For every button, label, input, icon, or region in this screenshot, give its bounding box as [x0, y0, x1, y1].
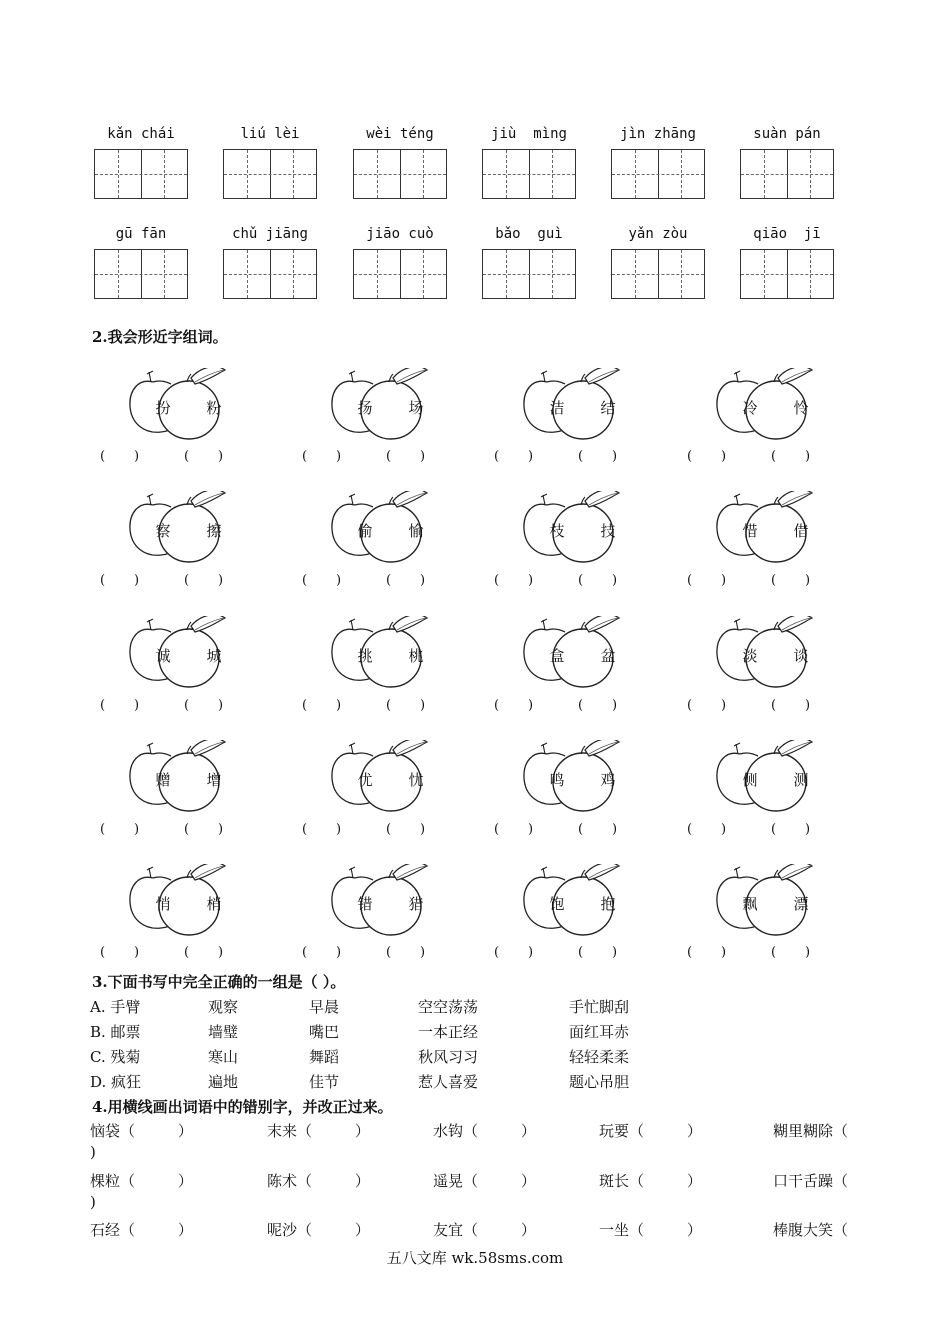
similar-char-right: 结 [600, 399, 616, 417]
similar-char-left: 悄 [155, 895, 171, 913]
option-word: 一本正经 [418, 1023, 479, 1041]
footer-watermark: 五八文库 wk.58sms.com [386, 1249, 564, 1267]
answer-blank[interactable]: ( ) [578, 573, 618, 588]
section-4-title: 4.用横线画出词语中的错别字，并改正过来。 [92, 1098, 393, 1116]
similar-char-right: 盆 [600, 647, 616, 665]
error-word-item[interactable]: 斑长（ ） [599, 1172, 702, 1190]
similar-char-right: 怜 [793, 399, 809, 417]
apple-pair-icon [712, 491, 832, 567]
writing-grid[interactable] [94, 149, 188, 199]
similar-char-left: 错 [357, 895, 373, 913]
similar-char-left: 挑 [357, 647, 373, 665]
apple-pair-icon [327, 616, 447, 692]
similar-char-left: 侧 [742, 771, 758, 789]
option-word: 嘴巴 [309, 1023, 340, 1041]
apple-pair-icon [327, 864, 447, 940]
error-word-item[interactable]: 呢沙（ ） [267, 1221, 370, 1239]
answer-blank[interactable]: ( ) [100, 573, 140, 588]
option-word: 面红耳赤 [569, 1023, 630, 1041]
apple-pair-icon [712, 616, 832, 692]
apple-pair-icon [519, 864, 639, 940]
option-word: 寒山 [208, 1048, 239, 1066]
wrapped-paren: ) [90, 1143, 96, 1161]
answer-blank[interactable]: ( ) [771, 945, 811, 960]
option-word: 空空荡荡 [418, 998, 479, 1016]
answer-blank[interactable]: ( ) [687, 945, 727, 960]
writing-grid[interactable] [223, 149, 317, 199]
answer-blank[interactable]: ( ) [302, 573, 342, 588]
answer-blank[interactable]: ( ) [184, 822, 224, 837]
answer-blank[interactable]: ( ) [302, 698, 342, 713]
pinyin-cell: jiāo cuò [353, 226, 447, 244]
pinyin-cell: kǎn chái [94, 126, 188, 144]
apple-pair-icon [125, 616, 245, 692]
apple-pair-icon [327, 491, 447, 567]
answer-blank[interactable]: ( ) [494, 698, 534, 713]
similar-char-right: 鸡 [600, 771, 616, 789]
writing-grid[interactable] [223, 249, 317, 299]
answer-blank[interactable]: ( ) [687, 698, 727, 713]
similar-char-right: 场 [408, 399, 424, 417]
error-word-item[interactable]: 一坐（ ） [599, 1221, 702, 1239]
answer-blank[interactable]: ( ) [386, 822, 426, 837]
answer-blank[interactable]: ( ) [302, 945, 342, 960]
similar-char-left: 枝 [549, 522, 565, 540]
similar-char-left: 洁 [549, 399, 565, 417]
similar-char-right: 桃 [408, 647, 424, 665]
answer-blank[interactable]: ( ) [100, 449, 140, 464]
similar-char-left: 赠 [155, 771, 171, 789]
similar-char-right: 技 [600, 522, 616, 540]
answer-blank[interactable]: ( ) [494, 822, 534, 837]
error-word-item[interactable]: 石经（ ） [90, 1221, 193, 1239]
answer-blank[interactable]: ( ) [386, 573, 426, 588]
pinyin-cell: chǔ jiāng [223, 226, 317, 244]
answer-blank[interactable]: ( ) [771, 449, 811, 464]
option-word: 遍地 [208, 1073, 239, 1091]
option-label-word[interactable]: A. 手臂 [90, 998, 141, 1016]
similar-char-left: 偷 [357, 522, 373, 540]
option-word: 佳节 [309, 1073, 340, 1091]
similar-char-left: 盒 [549, 647, 565, 665]
similar-char-right: 谈 [793, 647, 809, 665]
similar-char-left: 鸣 [549, 771, 565, 789]
answer-blank[interactable]: ( ) [494, 945, 534, 960]
answer-blank[interactable]: ( ) [386, 945, 426, 960]
answer-blank[interactable]: ( ) [578, 449, 618, 464]
writing-grid[interactable] [611, 249, 705, 299]
option-word: 秋风习习 [418, 1048, 479, 1066]
writing-grid[interactable] [740, 149, 834, 199]
similar-char-right: 猎 [408, 895, 424, 913]
similar-char-left: 惜 [742, 522, 758, 540]
similar-char-left: 扬 [357, 399, 373, 417]
answer-blank[interactable]: ( ) [687, 449, 727, 464]
error-word-item[interactable]: 糊里糊除（ [773, 1122, 849, 1140]
pinyin-cell: liú lèi [223, 126, 317, 144]
section-3-title: 3.下面书写中完全正确的一组是（ ）。 [92, 973, 346, 991]
apple-pair-icon [712, 740, 832, 816]
apple-pair-icon [327, 368, 447, 444]
answer-blank[interactable]: ( ) [578, 822, 618, 837]
similar-char-right: 愉 [408, 522, 424, 540]
similar-char-right: 抱 [600, 895, 616, 913]
error-word-item[interactable]: 玩要（ ） [599, 1122, 702, 1140]
option-label-word[interactable]: D. 疯狂 [90, 1073, 142, 1091]
pinyin-cell: bǎo guì [482, 226, 576, 244]
option-word: 惹人喜爱 [418, 1073, 479, 1091]
apple-pair-icon [519, 368, 639, 444]
option-word: 观察 [208, 998, 239, 1016]
similar-char-left: 飘 [742, 895, 758, 913]
apple-pair-icon [125, 740, 245, 816]
answer-blank[interactable]: ( ) [687, 822, 727, 837]
pinyin-cell: jìn zhāng [611, 126, 705, 144]
apple-pair-icon [712, 864, 832, 940]
error-word-item[interactable]: 口干舌躁（ [773, 1172, 849, 1190]
pinyin-cell: qiāo jī [740, 226, 834, 244]
writing-grid[interactable] [740, 249, 834, 299]
similar-char-right: 城 [206, 647, 222, 665]
option-word: 墙璧 [208, 1023, 239, 1041]
similar-char-right: 借 [793, 522, 809, 540]
writing-grid[interactable] [482, 249, 576, 299]
similar-char-left: 优 [357, 771, 373, 789]
similar-char-left: 察 [155, 522, 171, 540]
pinyin-cell: suàn pán [740, 126, 834, 144]
error-word-item[interactable]: 末来（ ） [267, 1122, 370, 1140]
similar-char-left: 冷 [742, 399, 758, 417]
option-word: 题心吊胆 [569, 1073, 630, 1091]
error-word-item[interactable]: 遥晃（ ） [433, 1172, 536, 1190]
answer-blank[interactable]: ( ) [494, 449, 534, 464]
answer-blank[interactable]: ( ) [100, 698, 140, 713]
similar-char-right: 粉 [206, 399, 222, 417]
answer-blank[interactable]: ( ) [687, 573, 727, 588]
answer-blank[interactable]: ( ) [184, 449, 224, 464]
error-word-item[interactable]: 友宜（ ） [433, 1221, 536, 1239]
answer-blank[interactable]: ( ) [100, 945, 140, 960]
writing-grid[interactable] [482, 149, 576, 199]
apple-pair-icon [519, 740, 639, 816]
answer-blank[interactable]: ( ) [494, 573, 534, 588]
option-word: 舞蹈 [309, 1048, 340, 1066]
answer-blank[interactable]: ( ) [771, 822, 811, 837]
writing-grid[interactable] [94, 249, 188, 299]
apple-pair-icon [519, 491, 639, 567]
writing-grid[interactable] [611, 149, 705, 199]
answer-blank[interactable]: ( ) [771, 573, 811, 588]
answer-blank[interactable]: ( ) [184, 945, 224, 960]
option-label-word[interactable]: B. 邮票 [90, 1023, 141, 1041]
similar-char-left: 淡 [742, 647, 758, 665]
option-word: 早晨 [309, 998, 340, 1016]
option-word: 手忙脚刮 [569, 998, 630, 1016]
similar-char-left: 扮 [155, 399, 171, 417]
similar-char-right: 梢 [206, 895, 222, 913]
apple-pair-icon [327, 740, 447, 816]
apple-pair-icon [125, 491, 245, 567]
pinyin-cell: gū fān [94, 226, 188, 244]
error-word-item[interactable]: 棒腹大笑（ [773, 1221, 849, 1239]
pinyin-cell: jiù mìng [482, 126, 576, 144]
apple-pair-icon [125, 864, 245, 940]
answer-blank[interactable]: ( ) [302, 449, 342, 464]
similar-char-right: 忧 [408, 771, 424, 789]
similar-char-right: 擦 [206, 522, 222, 540]
similar-char-left: 诚 [155, 647, 171, 665]
similar-char-right: 漂 [793, 895, 809, 913]
answer-blank[interactable]: ( ) [302, 822, 342, 837]
error-word-item[interactable]: 陈术（ ） [267, 1172, 370, 1190]
section-2-title: 2.我会形近字组词。 [92, 328, 228, 346]
answer-blank[interactable]: ( ) [386, 698, 426, 713]
answer-blank[interactable]: ( ) [771, 698, 811, 713]
option-label-word[interactable]: C. 残菊 [90, 1048, 141, 1066]
pinyin-cell: wèi téng [353, 126, 447, 144]
similar-char-right: 增 [206, 771, 222, 789]
error-word-item[interactable]: 水钩（ ） [433, 1122, 536, 1140]
apple-pair-icon [125, 368, 245, 444]
answer-blank[interactable]: ( ) [184, 698, 224, 713]
apple-pair-icon [712, 368, 832, 444]
answer-blank[interactable]: ( ) [578, 945, 618, 960]
error-word-item[interactable]: 恼袋（ ） [90, 1122, 193, 1140]
writing-grid[interactable] [353, 149, 447, 199]
similar-char-left: 饱 [549, 895, 565, 913]
answer-blank[interactable]: ( ) [184, 573, 224, 588]
wrapped-paren: ) [90, 1193, 96, 1211]
answer-blank[interactable]: ( ) [578, 698, 618, 713]
error-word-item[interactable]: 棵粒（ ） [90, 1172, 193, 1190]
option-word: 轻轻柔柔 [569, 1048, 630, 1066]
pinyin-cell: yǎn zòu [611, 226, 705, 244]
answer-blank[interactable]: ( ) [386, 449, 426, 464]
answer-blank[interactable]: ( ) [100, 822, 140, 837]
apple-pair-icon [519, 616, 639, 692]
similar-char-right: 测 [793, 771, 809, 789]
writing-grid[interactable] [353, 249, 447, 299]
